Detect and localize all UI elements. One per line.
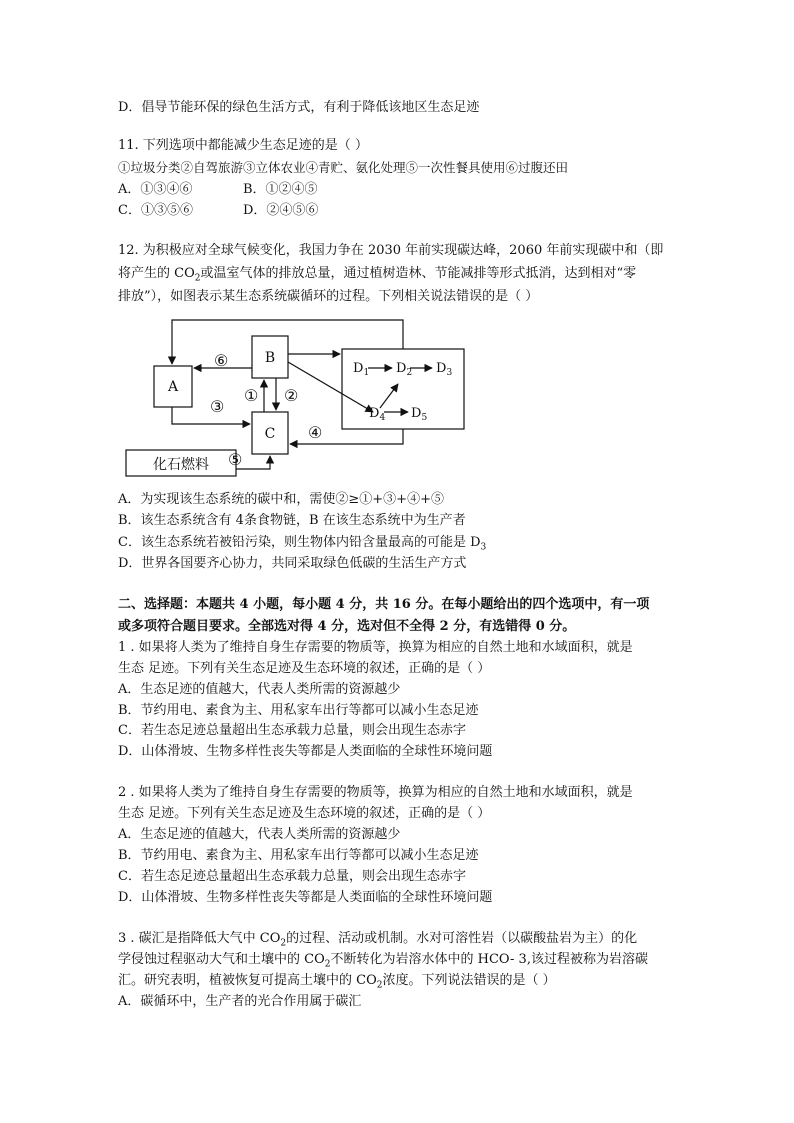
- s3-stem-line2: 学侵蚀过程驱动大气和土壤中的 $CO_2$不断转化为岩溶水体中的 HCO- 3,该过程被称为岩溶碳: [118, 952, 648, 970]
- num-6: ⑥: [214, 351, 229, 370]
- num-5: ⑤: [228, 450, 243, 469]
- s2-option-b[interactable]: B．节约用电、素食为主、用私家车出行等都可以减小生态足迹: [118, 848, 479, 863]
- q11-option-c[interactable]: C．①③⑤⑥: [118, 203, 193, 218]
- q11-items: ①垃圾分类②自驾旅游③立体农业④青贮、氨化处理⑤一次性餐具使用⑥过腹还田: [118, 160, 569, 175]
- arrow-4: [290, 429, 403, 444]
- q11-option-d[interactable]: D．②④⑤⑥: [243, 203, 319, 218]
- prev-option-d: D．倡导节能环保的绿色生活方式，有利于降低该地区生态足迹: [118, 100, 480, 115]
- s3-stem-line3: 汇。研究表明，植被恢复可提高土壤中的 $CO_2$浓度。下列说法错误的是（ ）: [118, 973, 556, 991]
- s1-option-c[interactable]: C．若生态足迹总量超出生态承载力总量，则会出现生态赤字: [118, 723, 466, 738]
- label-fossil-fuel: 化石燃料: [153, 457, 209, 473]
- label-d2: $D_2$: [396, 361, 413, 378]
- num-3: ③: [210, 397, 225, 416]
- label-c: C: [264, 426, 276, 442]
- s1-option-a[interactable]: A．生态足迹的值越大，代表人类所需的资源越少: [118, 682, 401, 697]
- s2-stem-line1: 2 . 如果将人类为了维持自身生存需要的物质等，换算为相应的自然土地和水域面积，就是: [118, 785, 633, 800]
- q12-option-a[interactable]: A．为实现该生态系统的碳中和，需使②≥①+③+④+⑤: [118, 492, 444, 507]
- q12-stem-line2: 将产生的 $CO_2$或温室气体的排放总量，通过植树造林、节能减排等形式抵消，达到相对“零: [118, 266, 637, 284]
- s2-stem-line2: 生态 足迹。下列有关生态足迹及生态环境的叙述，正确的是（ ）: [118, 806, 491, 821]
- section2-header-line2: 或多项符合题目要求。全部选对得 4 分，选对但不全得 2 分，有选错得 0 分。: [118, 619, 576, 634]
- s3-option-a[interactable]: A．碳循环中，生产者的光合作用属于碳汇: [118, 994, 362, 1009]
- s1-stem-line1: 1 . 如果将人类为了维持自身生存需要的物质等，换算为相应的自然土地和水域面积，就是: [118, 640, 633, 655]
- label-d4: $D_4$: [369, 406, 386, 423]
- q11-option-b[interactable]: B．①②④⑤: [243, 182, 318, 197]
- label-d1: $D_1$: [353, 361, 370, 378]
- q12-option-c[interactable]: C．该生态系统若被铅污染，则生物体内铅含量最高的可能是 $D_3$: [118, 535, 487, 553]
- s2-option-d[interactable]: D．山体滑坡、生物多样性丧失等都是人类面临的全球性环境问题: [118, 890, 493, 905]
- label-b: B: [264, 350, 276, 366]
- num-2: ②: [284, 386, 299, 405]
- s1-stem-line2: 生态 足迹。下列有关生态足迹及生态环境的叙述，正确的是（ ）: [118, 661, 491, 676]
- section2-header-line1: 二、选择题：本题共 4 小题，每小题 4 分，共 16 分。在每小题给出的四个选项中，有一项: [118, 597, 650, 612]
- num-4: ④: [308, 423, 323, 442]
- label-d3: $D_3$: [436, 361, 453, 378]
- q11-option-a[interactable]: A．①③④⑥: [118, 182, 193, 197]
- q12-option-b[interactable]: B．该生态系统含有 4条食物链，B 在该生态系统中为生产者: [118, 513, 466, 528]
- q11-options-ab: [118, 180, 318, 200]
- s2-option-c[interactable]: C．若生态足迹总量超出生态承载力总量，则会出现生态赤字: [118, 869, 466, 884]
- q12-stem-line1: 12. 为积极应对全球气候变化，我国力争在 2030 年前实现碳达峰，2060 年前实现碳中和（即: [118, 243, 664, 258]
- arrow-d4-d2: [380, 384, 398, 408]
- s1-option-b[interactable]: B．节约用电、素食为主、用私家车出行等都可以减小生态足迹: [118, 703, 479, 718]
- q12-stem-line3: 排放”），如图表示某生态系统碳循环的过程。下列相关说法错误的是（ ）: [118, 289, 539, 304]
- s1-option-d[interactable]: D．山体滑坡、生物多样性丧失等都是人类面临的全球性环境问题: [118, 744, 493, 759]
- q11-stem: 11. 下列选项中都能减少生态足迹的是（ ）: [118, 138, 368, 153]
- label-a: A: [167, 379, 179, 395]
- q11-options-cd: [118, 201, 318, 221]
- num-1: ①: [244, 386, 259, 405]
- s3-stem-line1: 3 . 碳汇是指降低大气中 $CO_2$的过程、活动或机制。水对可溶性岩（以碳酸盐岩为主）的化: [118, 931, 638, 949]
- label-d5: $D_5$: [411, 406, 428, 423]
- s2-option-a[interactable]: A．生态足迹的值越大，代表人类所需的资源越少: [118, 827, 401, 842]
- q12-option-d[interactable]: D．世界各国要齐心协力，共同采取绿色低碳的生活生产方式: [118, 556, 467, 571]
- carbon-cycle-diagram: [118, 312, 470, 482]
